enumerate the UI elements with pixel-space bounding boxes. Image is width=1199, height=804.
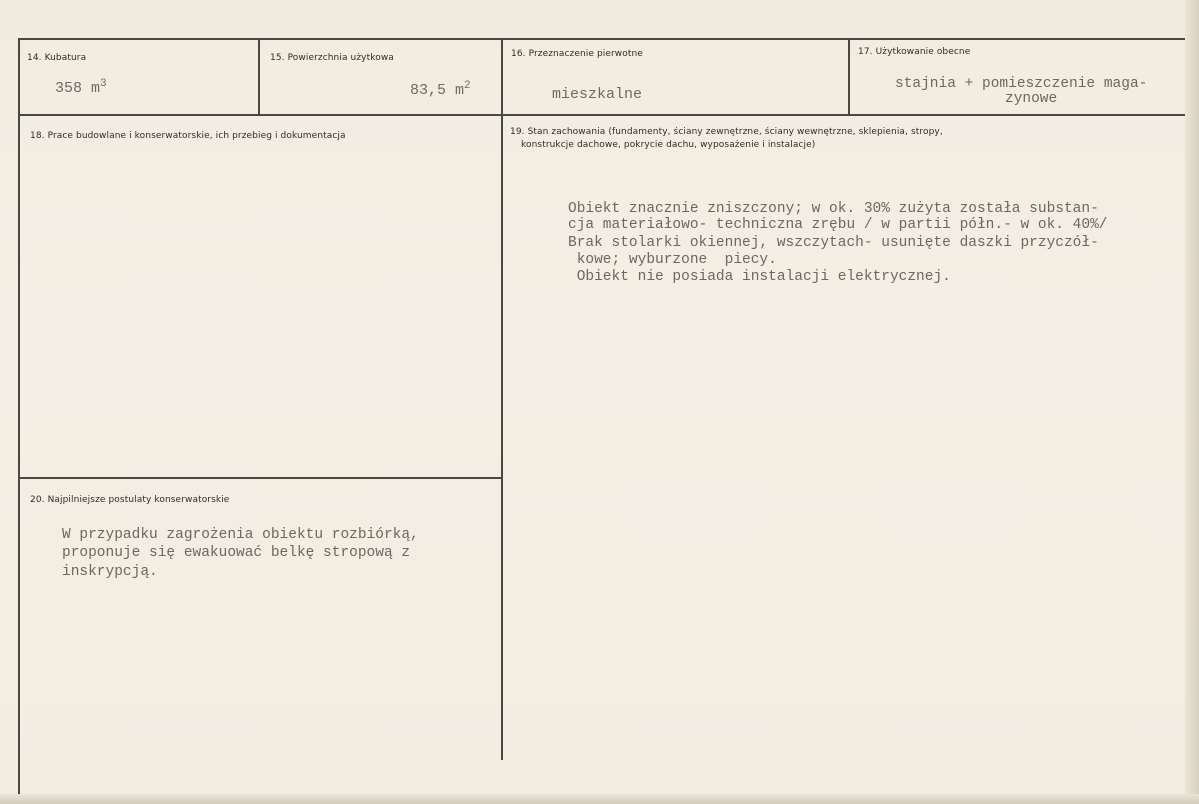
field-19-text-line-1: Obiekt znacznie zniszczony; w ok. 30% zużyta została substan- bbox=[568, 201, 1099, 217]
field-14-value bbox=[55, 78, 107, 97]
field-18-label: 18. Prace budowlane i konserwatorskie, ich przebieg i dokumentacja bbox=[30, 131, 346, 141]
field-15-number: 83,5 m bbox=[410, 82, 465, 99]
field-19-text-line-4: kowe; wyburzone piecy. bbox=[568, 252, 777, 268]
field-20-text-line-3: inskrypcją. bbox=[62, 564, 158, 580]
field-19-text-line-2: cja materiałowo- techniczna zrębu / w partii półn.- w ok. 40%/ bbox=[568, 217, 1108, 233]
field-20-text-line-1: W przypadku zagrożenia obiektu rozbiórką, bbox=[62, 527, 419, 543]
field-20-label: 20. Najpilniejsze postulaty konserwatorskie bbox=[30, 495, 230, 505]
field-14-unit-exponent: 3 bbox=[100, 78, 107, 90]
field-14-label: 14. Kubatura bbox=[27, 53, 87, 63]
field-17-value-line-1: stajnia + pomieszczenie maga- bbox=[895, 76, 1148, 92]
field-20-text-line-2: proponuje się ewakuować belkę stropową z bbox=[62, 545, 411, 561]
paper-edge-right bbox=[1185, 0, 1199, 804]
field-14-number: 358 m bbox=[55, 80, 101, 97]
field-19-label-line-2: konstrukcje dachowe, pokrycie dachu, wyposażenie i instalacje) bbox=[521, 140, 816, 150]
field-19-text-line-5: Obiekt nie posiada instalacji elektrycznej. bbox=[568, 269, 951, 285]
field-15-label: 15. Powierzchnia użytkowa bbox=[270, 53, 394, 63]
field-17-value-line-2: zynowe bbox=[1005, 91, 1058, 107]
paper-edge-bottom bbox=[0, 794, 1199, 804]
field-19-text-line-3: Brak stolarki okiennej, wszczytach- usunięte daszki przyczół- bbox=[568, 235, 1099, 251]
field-16-value: mieszkalne bbox=[552, 86, 643, 103]
col-divider-2 bbox=[501, 38, 503, 760]
top-rule bbox=[18, 38, 1186, 40]
col-divider-3 bbox=[848, 38, 850, 115]
left-rule bbox=[18, 38, 20, 798]
col-divider-1 bbox=[258, 38, 260, 115]
field-19-label-line-1: 19. Stan zachowania (fundamenty, ściany zewnętrzne, ściany wewnętrzne, sklepienia, stropy, bbox=[510, 127, 943, 137]
field-15-value bbox=[410, 80, 471, 99]
field-15-unit-exponent: 2 bbox=[464, 80, 471, 92]
field-16-label: 16. Przeznaczenie pierwotne bbox=[511, 49, 643, 59]
field-17-label: 17. Użytkowanie obecne bbox=[858, 47, 971, 57]
row1-bottom-rule bbox=[18, 114, 1186, 116]
field20-top-rule bbox=[18, 477, 503, 479]
